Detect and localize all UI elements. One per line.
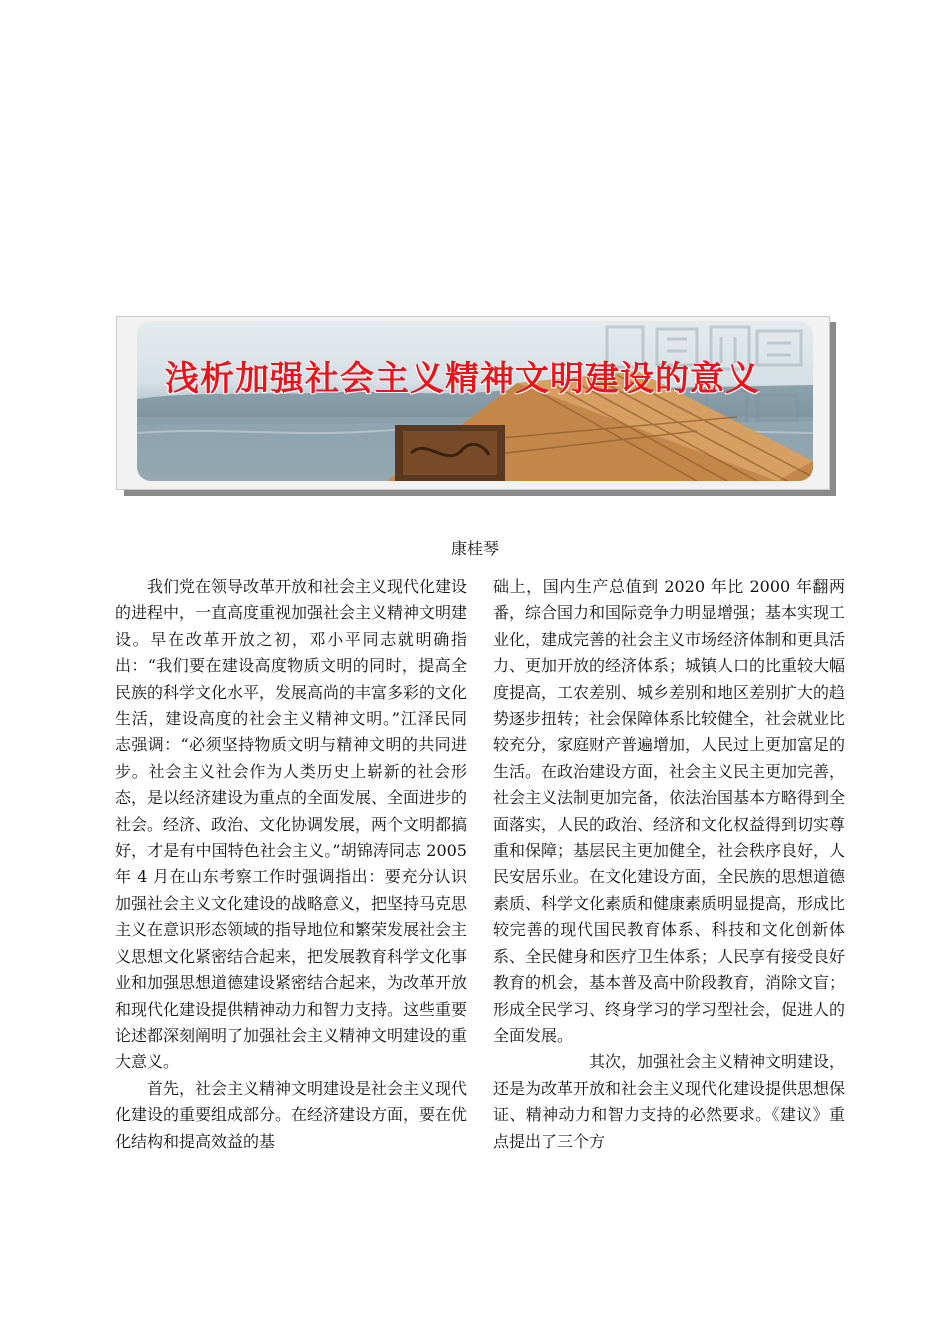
banner-title: 浅析加强社会主义精神文明建设的意义	[165, 359, 760, 399]
paragraph: 其次，加强社会主义精神文明建设，还是为改革开放和社会主义现代化建设提供思想保证、精神动力和智力支持的必然要求。《建议》重点提出了三个方	[493, 1052, 846, 1151]
left-column	[115, 574, 467, 1155]
paragraph: 础上，国内生产总值到 2020 年比 2000 年翻两番，综合国力和国际竞争力明显增强；基本实现工业化，建成完善的社会主义市场经济体制和更具活力、更加开放的经济体系；城镇人口的比重较大幅度提高，工农差别、城乡差别和地区差别扩大的趋势逐步扭转；社会保障体系比较健全，社会就业比较充分，家庭财产普遍增加，人民过上更加富足的生活。在政治建设方面，社会主义民主更加完善，社会主义法制更加完备，依法治国基本方略得到全面落实，人民的政治、经济和文化权益得到切实尊重和保障；基层民主更加健全，社会秩序良好，人民安居乐业。在文化建设方面，全民族的思想道德素质、科学文化素质和健康素质明显提高，形成比较完善的现代国民教育体系、科技和文化创新体系、全民健身和医疗卫生体系；人民享有接受良好教育的机会，基本普及高中阶段教育，消除文盲；形成全民学习、终身学习的学习型社会，促进人的全面发展。	[493, 577, 846, 1045]
banner-landscape-illustration	[137, 321, 813, 481]
paragraph: 首先，社会主义精神文明建设是社会主义现代化建设的重要组成部分。在经济建设方面，要在优化结构和提高效益的基	[115, 1078, 468, 1151]
title-banner	[116, 316, 830, 490]
author-name: 康桂琴	[450, 539, 499, 558]
paragraph: 我们党在领导改革开放和社会主义现代化建设的进程中，一直高度重视加强社会主义精神文明建设。早在改革开放之初，邓小平同志就明确指出：“我们要在建设高度物质文明的同时，提高全民族的科学文化水平，发展高尚的丰富多彩的文化生活，建设高度的社会主义精神文明。”江泽民同志强调：“必须坚持物质文明与精神文明的共同进步。社会主义社会作为人类历史上崭新的社会形态，是以经济建设为重点的全面发展、全面进步的社会。经济、政治、文化协调发展，两个文明都搞好，才是有中国特色社会主义。”胡锦涛同志 2005 年 4 月在山东考察工作时强调指出：要充分认识加强社会主义文化建设的战略意义，把坚持马克思主义在意识形态领域的指导地位和繁荣发展社会主义思想文化紧密结合起来，把发展教育科学文化事业和加强思想道德建设紧密结合起来，为改革开放和现代化建设提供精神动力和智力支持。这些重要论述都深刻阐明了加强社会主义精神文明建设的重大意义。	[115, 577, 468, 1072]
right-column	[493, 574, 845, 1155]
banner-image	[137, 321, 813, 481]
